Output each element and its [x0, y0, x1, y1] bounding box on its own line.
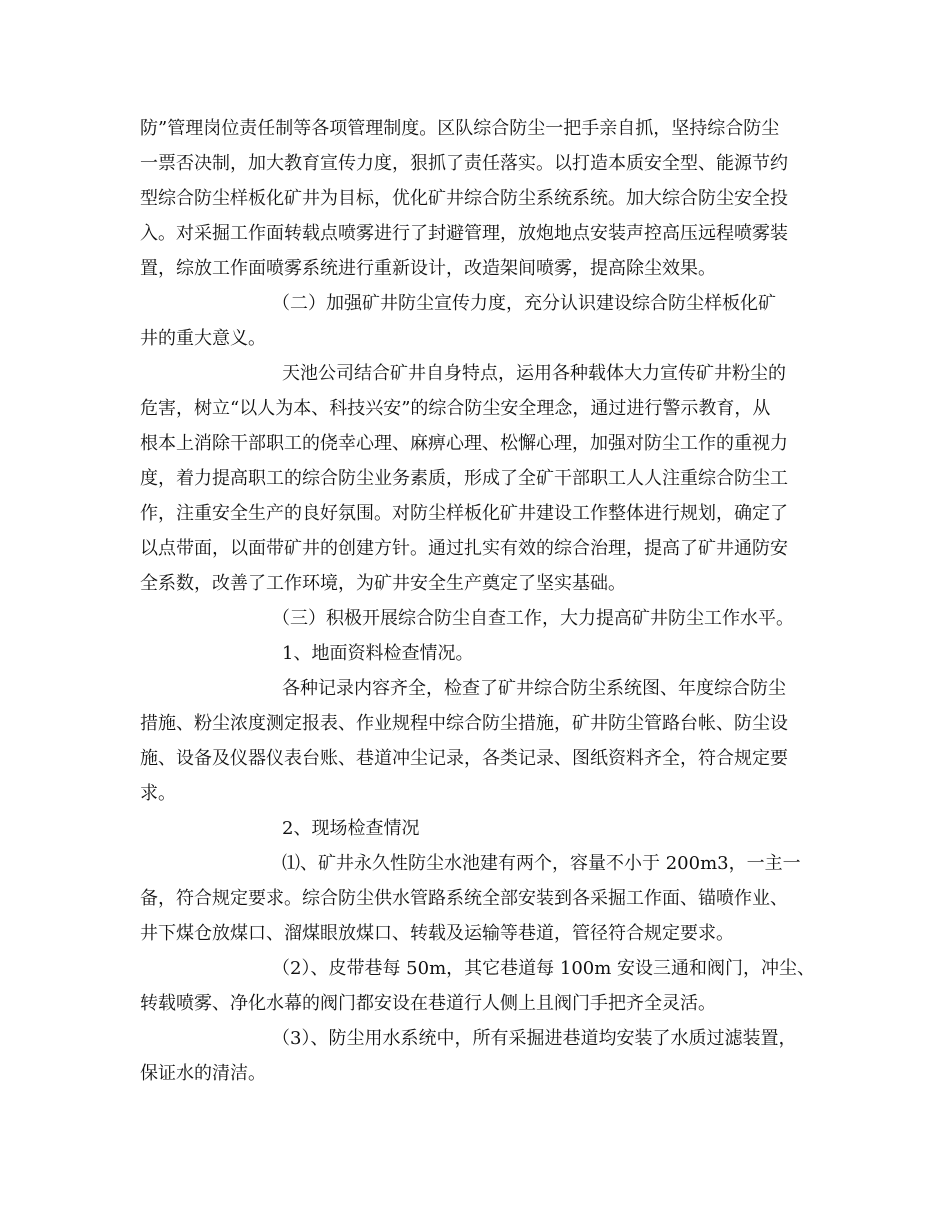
text-line: 求。	[140, 783, 176, 804]
text-line: 备，符合规定要求。综合防尘供水管路系统全部安装到各采掘工作面、锚喷作业、	[140, 888, 788, 909]
text-line: 施、设备及仪器仪表台账、巷道冲尘记录，各类记录、图纸资料齐全，符合规定要	[140, 748, 788, 769]
subsection-heading: 2、现场检查情况	[282, 818, 420, 839]
text-line: 井下煤仓放煤口、溜煤眼放煤口、转载及运输等巷道，管径符合规定要求。	[140, 923, 734, 944]
paragraph-start: 各种记录内容齐全，检查了矿井综合防尘系统图、年度综合防尘	[282, 678, 786, 699]
section-heading: （二）加强矿井防尘宣传力度，充分认识建设综合防尘样板化矿	[272, 293, 776, 314]
paragraph-start: 天池公司结合矿井自身特点，运用各种载体大力宣传矿井粉尘的	[282, 363, 786, 384]
section-heading: （三）积极开展综合防尘自查工作，大力提高矿井防尘工作水平。	[272, 608, 794, 629]
text-line: 作，注重安全生产的良好氛围。对防尘样板化矿井建设工作整体进行规划，确定了	[140, 503, 788, 524]
text-line: 转载喷雾、净化水幕的阀门都安设在巷道行人侧上且阀门手把齐全灵活。	[140, 993, 716, 1014]
paragraph-start: （3）、防尘用水系统中，所有采掘进巷道均安装了水质过滤装置，	[272, 1028, 797, 1049]
text-line: 一票否决制，加大教育宣传力度，狠抓了责任落实。以打造本质安全型、能源节约	[140, 153, 788, 174]
text-line: 入。对采掘工作面转载点喷雾进行了封避管理，放炮地点安装声控高压远程喷雾装	[140, 223, 788, 244]
text-line: 根本上消除干部职工的侥幸心理、麻痹心理、松懈心理，加强对防尘工作的重视力	[140, 433, 788, 454]
paragraph-start: （2）、皮带巷每 50m，其它巷道每 100m 安设三通和阀门，冲尘、	[272, 958, 816, 979]
text-line: 防”管理岗位责任制等各项管理制度。区队综合防尘一把手亲自抓，坚持综合防尘	[140, 118, 780, 139]
text-line: 度，着力提高职工的综合防尘业务素质，形成了全矿干部职工人人注重综合防尘工	[140, 468, 788, 489]
subsection-heading: 1、地面资料检查情况。	[282, 643, 474, 664]
text-line: 措施、粉尘浓度测定报表、作业规程中综合防尘措施，矿井防尘管路台帐、防尘设	[140, 713, 788, 734]
paragraph-start: ⑴、矿井永久性防尘水池建有两个，容量不小于 200m3，一主一	[282, 853, 801, 874]
text-line: 危害，树立“以人为本、科技兴安”的综合防尘安全理念，通过进行警示教育，从	[140, 398, 771, 419]
text-line: 置，综放工作面喷雾系统进行重新设计，改造架间喷雾，提高除尘效果。	[140, 258, 716, 279]
text-line: 保证水的清洁。	[140, 1063, 266, 1084]
text-line: 全系数，改善了工作环境，为矿井安全生产奠定了坚实基础。	[140, 573, 626, 594]
text-line: 以点带面，以面带矿井的创建方针。通过扎实有效的综合治理，提高了矿井通防安	[140, 538, 788, 559]
text-line: 井的重大意义。	[140, 328, 266, 349]
text-line: 型综合防尘样板化矿井为目标，优化矿井综合防尘系统系统。加大综合防尘安全投	[140, 188, 788, 209]
